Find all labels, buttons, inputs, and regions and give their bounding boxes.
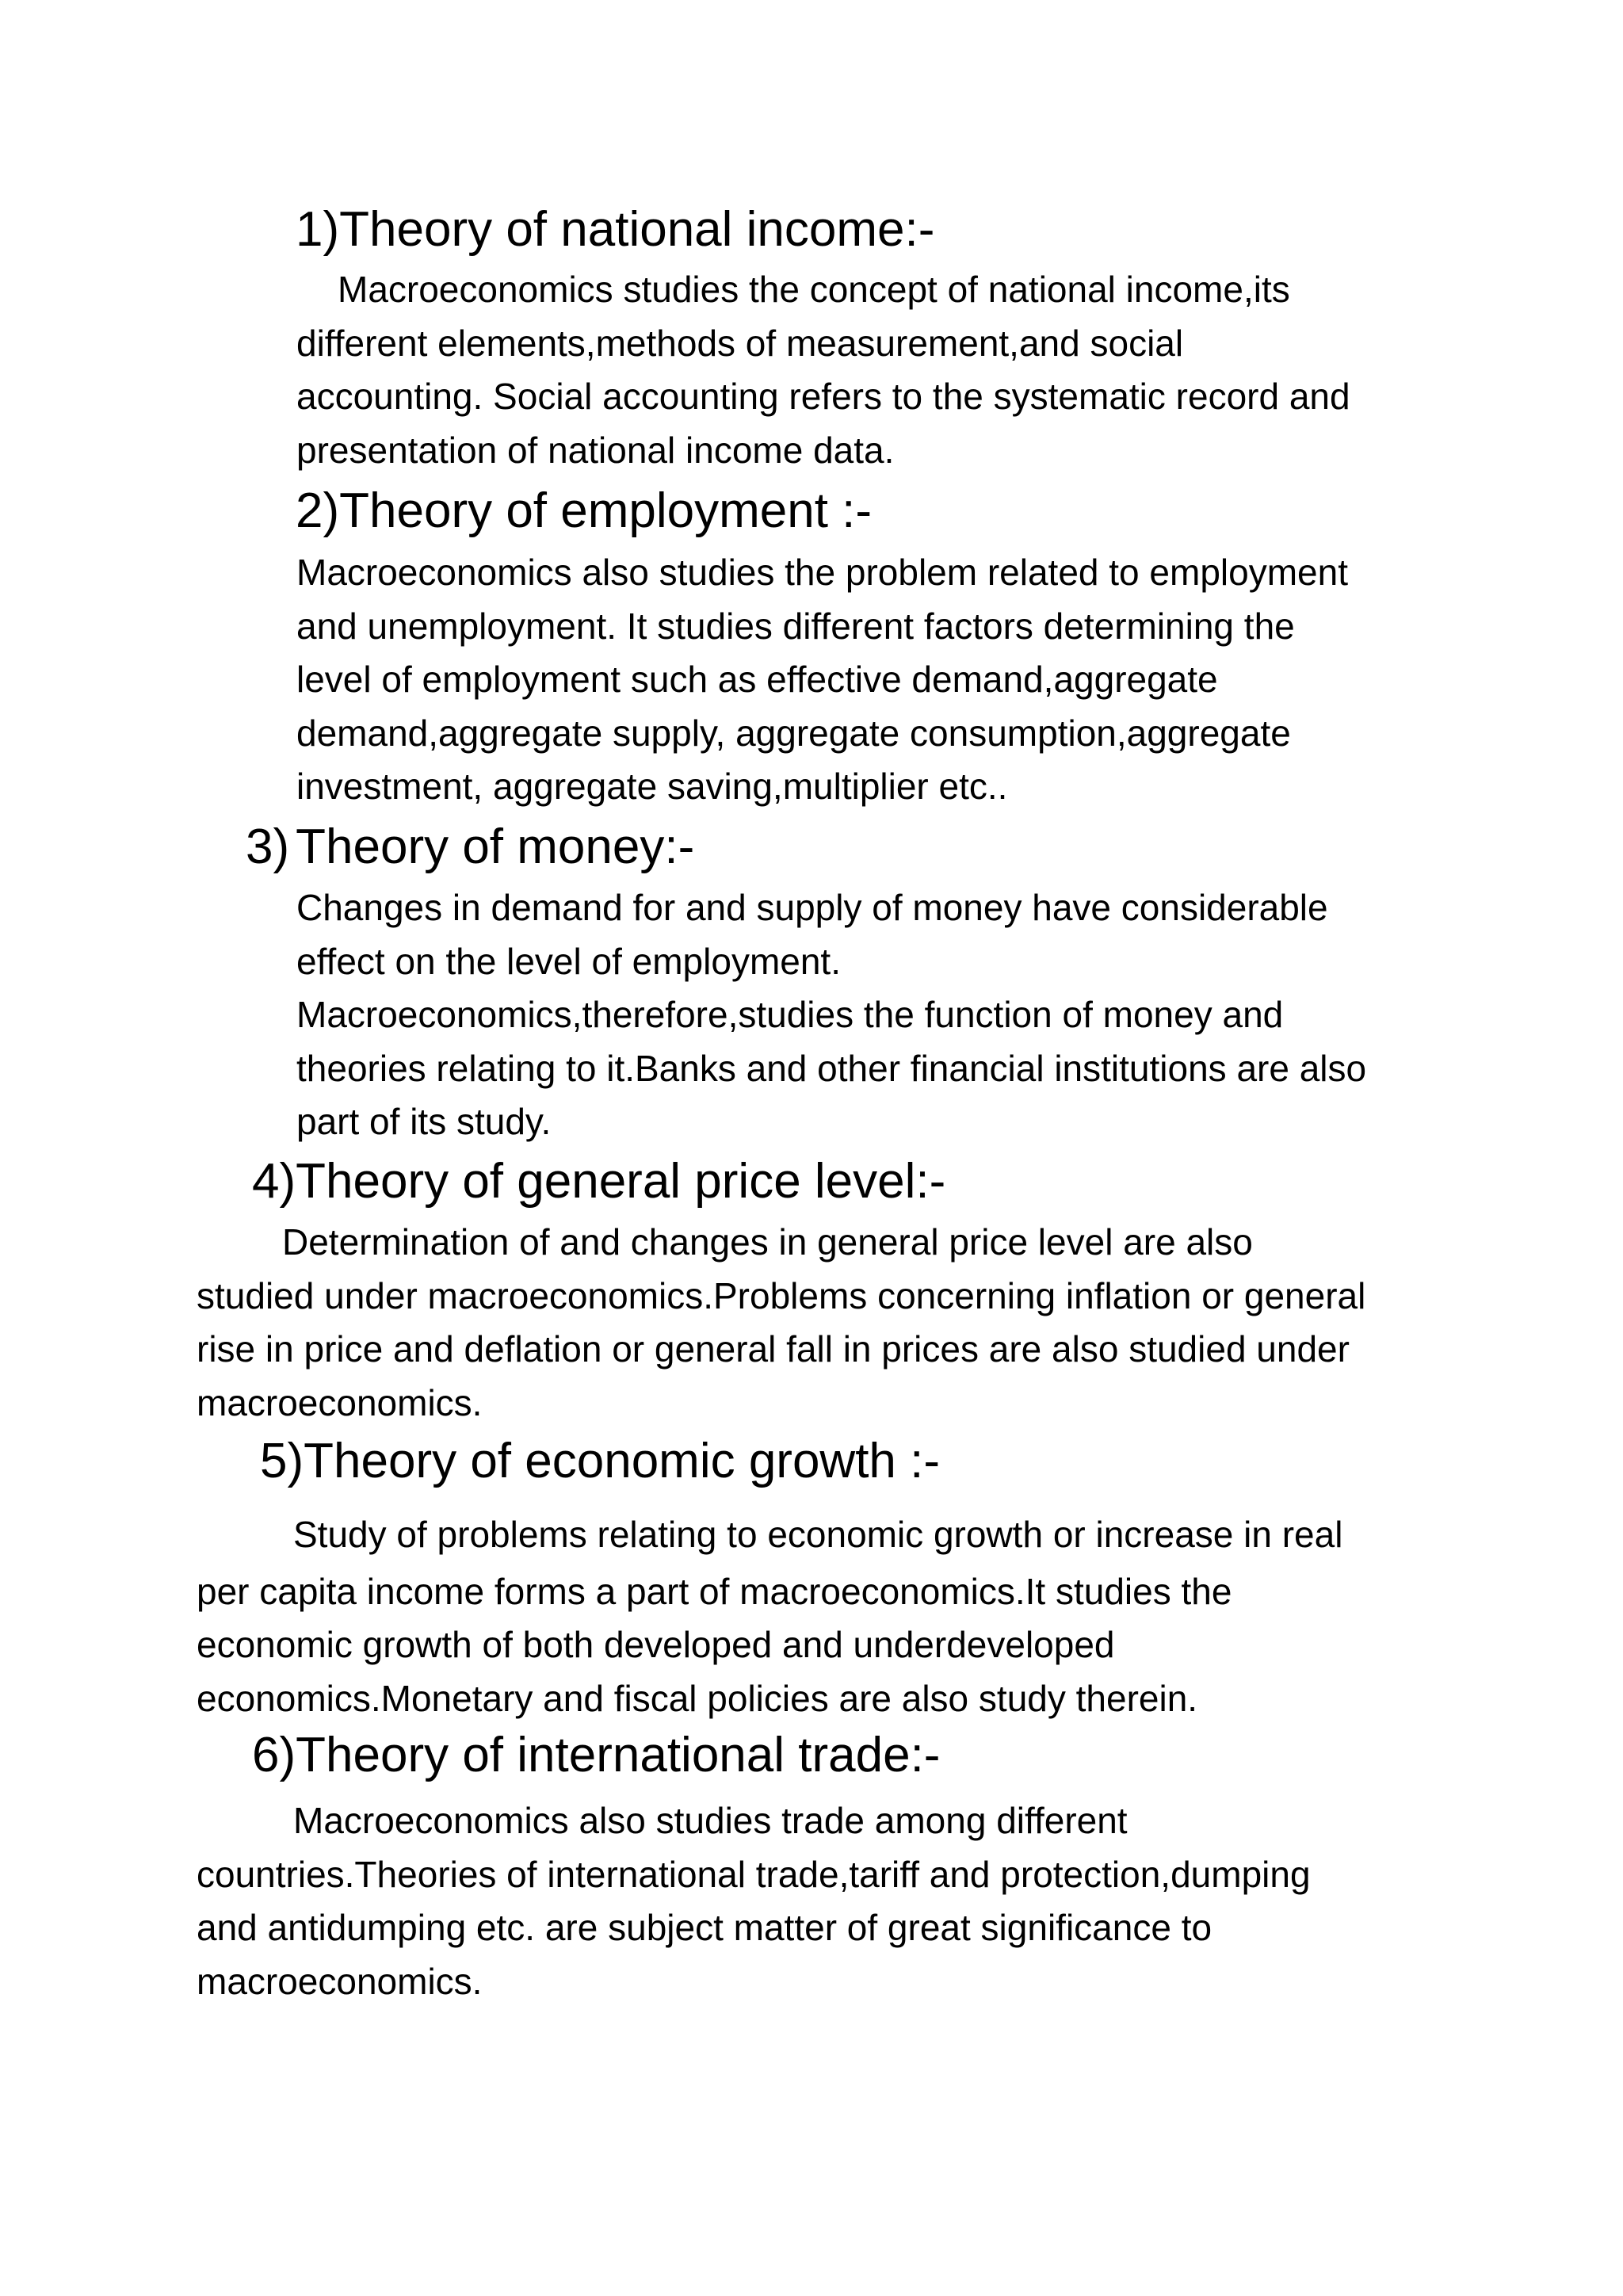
section-3-line-1: Changes in demand for and supply of money have considerable	[296, 887, 1328, 928]
section-2-line-2: and unemployment. It studies different factors determining the	[296, 605, 1295, 647]
section-1-line-1: Macroeconomics studies the concept of national income,its	[338, 269, 1290, 310]
section-4-heading: 4)Theory of general price level:-	[252, 1154, 946, 1209]
section-6-line-3: and antidumping etc. are subject matter of great significance to	[197, 1907, 1212, 1948]
section-3-number: 3)	[246, 819, 290, 874]
section-5-line-4: economics.Monetary and fiscal policies are also study therein.	[197, 1677, 1198, 1719]
section-6-line-1: Macroeconomics also studies trade among different	[293, 1800, 1128, 1841]
section-5-body	[197, 1508, 1544, 1725]
section-3-heading	[246, 819, 695, 874]
section-1-line-3: accounting. Social accounting refers to the systematic record and	[296, 376, 1350, 417]
section-5-line-1: Study of problems relating to economic growth or increase in real	[293, 1514, 1343, 1555]
section-1-body	[296, 263, 1580, 477]
section-3-title: Theory of money:-	[296, 819, 695, 874]
section-2-line-5: investment, aggregate saving,multiplier etc..	[296, 766, 1008, 807]
section-3-line-2: effect on the level of employment.	[296, 940, 841, 982]
section-3-line-5: part of its study.	[296, 1101, 552, 1142]
section-6-line-4: macroeconomics.	[197, 1960, 483, 2002]
section-1-line-2: different elements,methods of measurement,and social	[296, 322, 1184, 364]
section-5-line-3: economic growth of both developed and underdeveloped	[197, 1624, 1115, 1665]
section-4-line-1: Determination of and changes in general price level are also	[282, 1221, 1253, 1263]
section-2-line-1: Macroeconomics also studies the problem related to employment	[296, 552, 1348, 593]
section-4-line-2: studied under macroeconomics.Problems concerning inflation or general	[197, 1274, 1366, 1316]
section-3-line-3: Macroeconomics,therefore,studies the function of money and	[296, 994, 1284, 1035]
section-4-line-3: rise in price and deflation or general fall in prices are also studied under	[197, 1328, 1350, 1370]
section-2-line-3: level of employment such as effective demand,aggregate	[296, 659, 1218, 700]
section-5-line-2: per capita income forms a part of macroeconomics.It studies the	[197, 1570, 1232, 1612]
section-4-line-4: macroeconomics.	[197, 1381, 483, 1423]
section-3-line-4: theories relating to it.Banks and other financial institutions are also	[296, 1047, 1367, 1089]
section-2-heading: 2)Theory of employment :-	[296, 483, 873, 538]
section-2-line-4: demand,aggregate supply, aggregate consumption,aggregate	[296, 712, 1291, 754]
section-4-body	[197, 1216, 1544, 1430]
section-2-body	[296, 546, 1580, 814]
section-5-heading: 5)Theory of economic growth :-	[260, 1434, 941, 1488]
section-6-heading: 6)Theory of international trade:-	[252, 1728, 941, 1782]
section-1-line-4: presentation of national income data.	[296, 429, 895, 471]
section-1-heading: 1)Theory of national income:-	[296, 202, 935, 257]
section-3-body	[296, 881, 1580, 1149]
section-6-body	[197, 1794, 1544, 2008]
section-6-line-2: countries.Theories of international trade,tariff and protection,dumping	[197, 1853, 1311, 1895]
